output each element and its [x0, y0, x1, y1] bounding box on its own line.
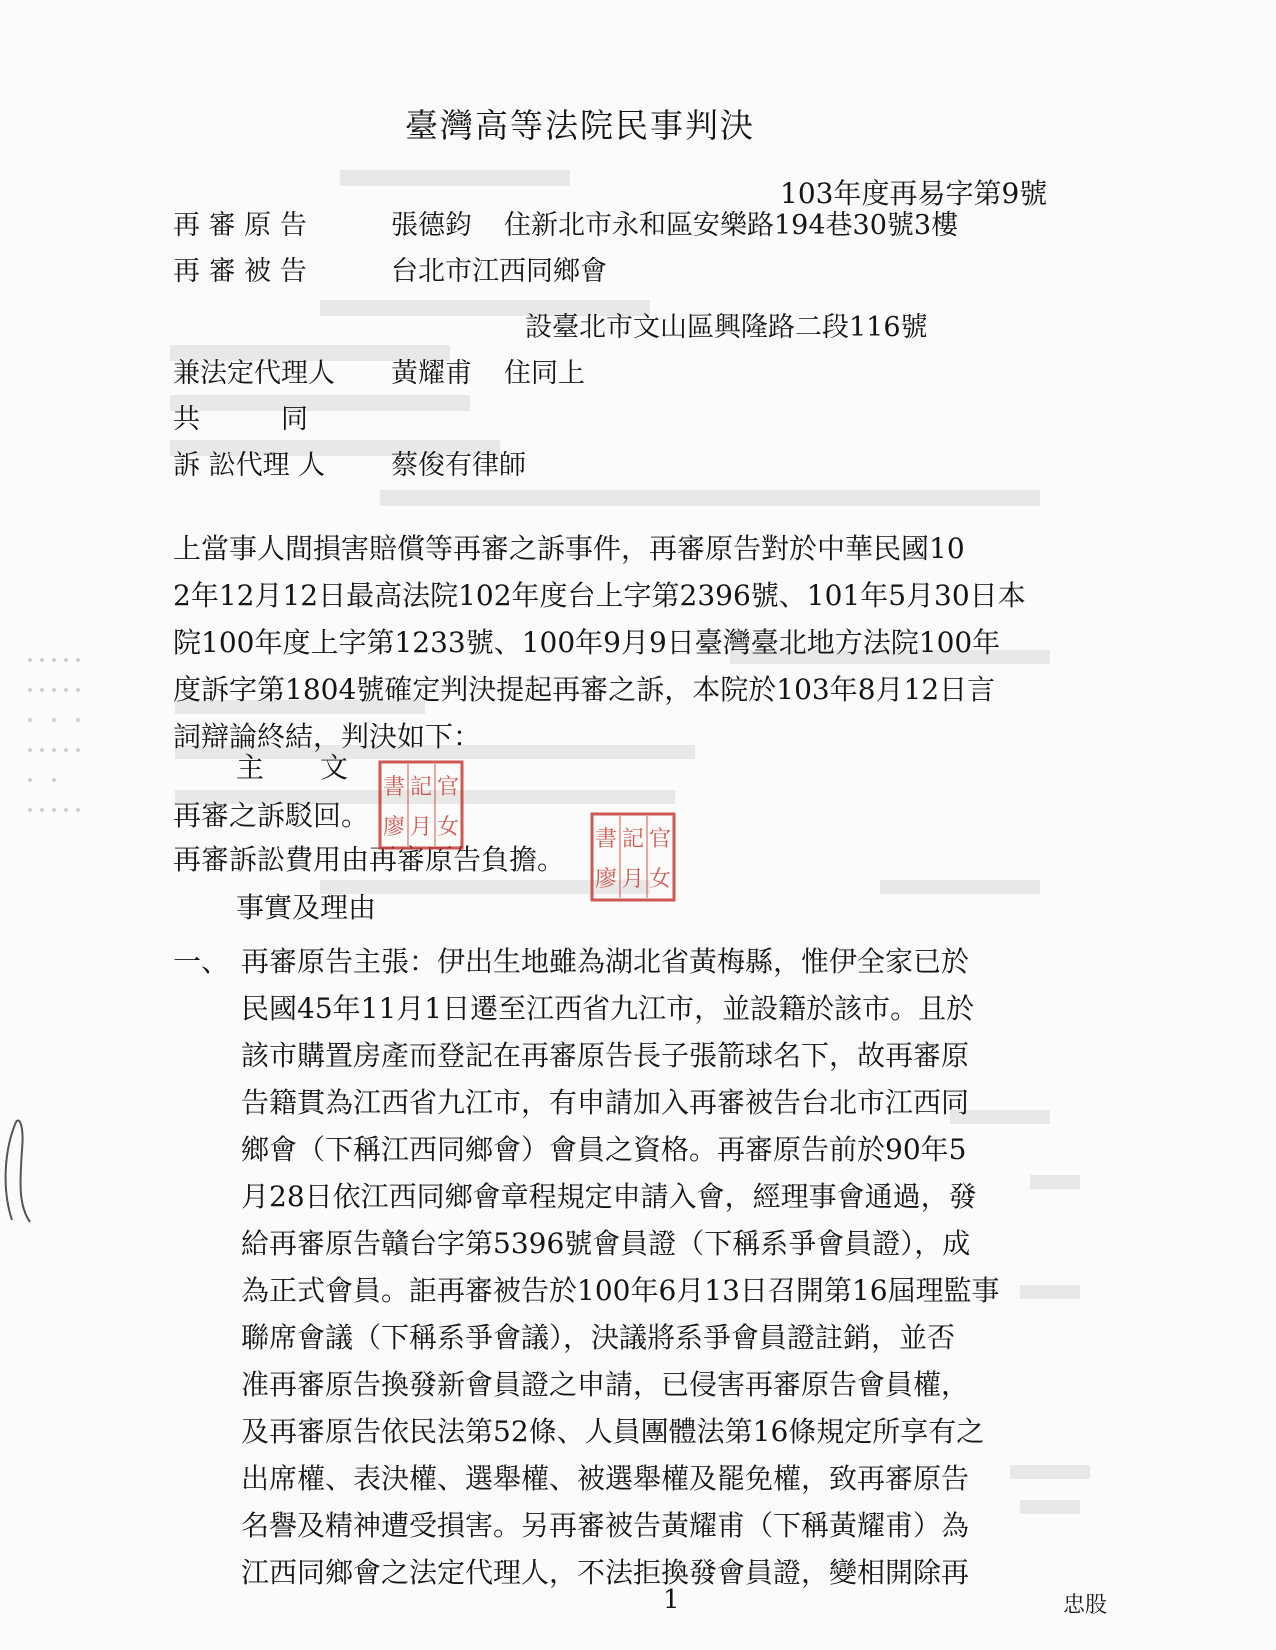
- body-line: 聯席會議（下稱系爭會議），決議將系爭會員證註銷，並否: [241, 1321, 956, 1354]
- seal-char: 女: [648, 867, 672, 892]
- department-label: 忠股: [1063, 1593, 1108, 1618]
- party-role: 再 審 原 告: [173, 210, 307, 241]
- party-address-defendant: 設臺北市文山區興隆路二段116號: [525, 312, 928, 343]
- facts-heading: 事實及理由: [236, 891, 377, 924]
- seal-char: 書: [594, 827, 618, 852]
- party-name: 黃耀甫: [391, 358, 472, 389]
- party-role: 共 同: [173, 404, 308, 435]
- seal-char: 官: [436, 775, 460, 800]
- clerk-seal: [378, 760, 464, 850]
- seal-char: 官: [648, 827, 672, 852]
- intro-line: 上當事人間損害賠償等再審之訴事件，再審原告對於中華民國10: [173, 532, 965, 565]
- main-text-heading: 主 文: [236, 751, 349, 784]
- seal-char: 書: [382, 775, 406, 800]
- section-number: 一、: [173, 945, 230, 978]
- body-line: 民國45年11月1日遷至江西省九江市，並設籍於該市。且於: [241, 992, 975, 1025]
- intro-line: 院100年度上字第1233號、100年9月9日臺灣臺北地方法院100年: [173, 626, 1001, 659]
- party-role: 再 審 被 告: [173, 256, 307, 287]
- intro-line: 詞辯論終結，判決如下：: [173, 720, 482, 753]
- body-line: 該市購置房產而登記在再審原告長子張箭球名下，故再審原: [241, 1039, 970, 1072]
- party-name: 蔡俊有律師: [391, 450, 526, 481]
- ruling-costs: 再審訴訟費用由再審原告負擔。: [173, 843, 566, 876]
- margin-scribble: [0, 1110, 50, 1230]
- party-address: 住同上: [504, 358, 585, 389]
- party-role: 兼法定代理人: [173, 358, 335, 389]
- page-number: 1: [663, 1585, 680, 1615]
- seal-char: 記: [621, 827, 645, 852]
- party-defendant: [173, 252, 639, 292]
- body-line: 鄉會（下稱江西同鄉會）會員之資格。再審原告前於90年5: [241, 1133, 967, 1166]
- party-legal-representative: [173, 354, 585, 394]
- intro-line: 2年12月12日最高法院102年度台上字第2396號、101年5月30日本: [173, 579, 1026, 612]
- party-name: 台北市江西同鄉會: [391, 256, 607, 287]
- seal-char: 月: [621, 867, 645, 892]
- seal-char: 月: [409, 815, 433, 840]
- body-line: 月28日依江西同鄉會章程規定申請入會，經理事會通過，發: [241, 1180, 977, 1213]
- seal-char: 廖: [382, 815, 406, 840]
- body-line: 准再審原告換發新會員證之申請，已侵害再審原告會員權，: [241, 1368, 970, 1401]
- body-line: 江西同鄉會之法定代理人，不法拒換發會員證，變相開除再: [241, 1556, 970, 1589]
- intro-paragraph: [173, 525, 1093, 760]
- seal-char: 女: [436, 815, 460, 840]
- clerk-seal: [590, 812, 676, 902]
- party-role: 訴 訟代理 人: [173, 450, 326, 481]
- seal-char: 記: [409, 775, 433, 800]
- party-joint-label: [173, 400, 391, 440]
- party-attorney: [173, 446, 558, 486]
- party-address: 住新北市永和區安樂路194巷30號3樓: [504, 210, 959, 241]
- body-line: 再審原告主張：伊出生地雖為湖北省黃梅縣，惟伊全家已於: [241, 945, 970, 978]
- intro-line: 度訴字第1804號確定判決提起再審之訴，本院於103年8月12日言: [173, 673, 996, 706]
- body-line: 為正式會員。詎再審被告於100年6月13日召開第16屆理監事: [241, 1274, 1000, 1307]
- party-plaintiff: [173, 206, 958, 246]
- judgment-title: 臺灣高等法院民事判決: [405, 106, 755, 145]
- body-line: 出席權、表決權、選舉權、被選舉權及罷免權，致再審原告: [241, 1462, 970, 1495]
- ruling-dismissal: 再審之訴駁回。: [173, 799, 370, 832]
- case-number: 103年度再易字第9號: [780, 177, 1048, 210]
- body-line: 及再審原告依民法第52條、人員團體法第16條規定所享有之: [241, 1415, 985, 1448]
- body-line: 告籍貫為江西省九江市，有申請加入再審被告台北市江西同: [241, 1086, 970, 1119]
- facts-body: [173, 938, 1000, 1596]
- body-line: 名譽及精神遭受損害。另再審被告黃耀甫（下稱黃耀甫）為: [241, 1509, 970, 1542]
- seal-char: 廖: [594, 867, 618, 892]
- party-name: 張德鈞: [391, 210, 472, 241]
- body-line: 給再審原告贛台字第5396號會員證（下稱系爭會員證），成: [241, 1227, 971, 1260]
- binding-holes: [22, 650, 112, 880]
